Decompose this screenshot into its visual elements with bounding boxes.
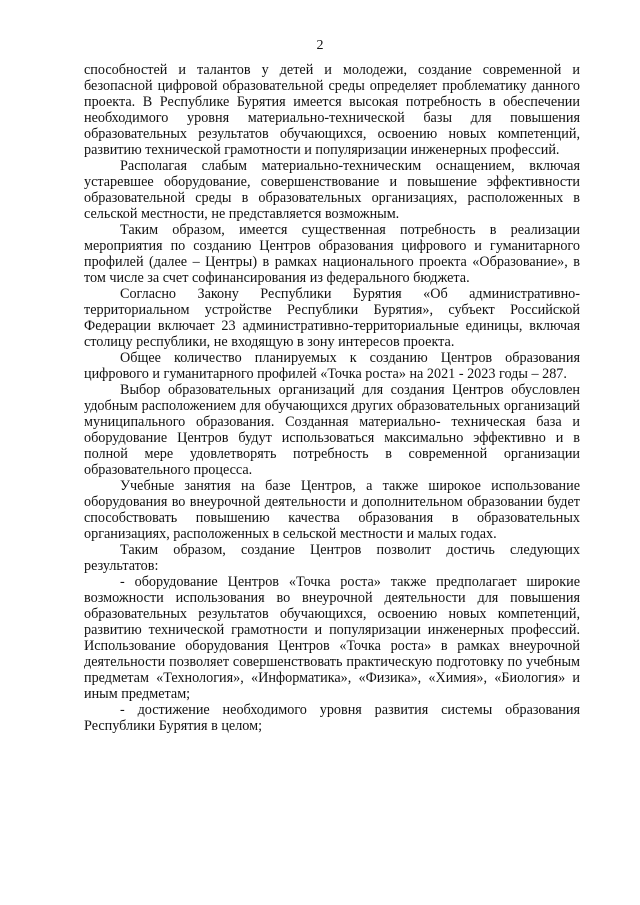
- paragraph-4: Согласно Закону Республики Бурятия «Об административно-территориальном устройстве Республики Бурятия», субъект Российской Федерации включает 23 административно-территориальные единицы, включая столицу республики, не входящую в зону интересов проекта.: [84, 286, 580, 350]
- page-number: 2: [316, 38, 324, 53]
- paragraph-9: - оборудование Центров «Точка роста» также предполагает широкие возможности использования во внеурочной деятельности для повышения образовательных результатов обучающихся, освоению новых компетенций, развитию технической грамотности и популяризации инженерных профессий. Использование оборудования Центров «Точка роста» в рамках внеурочной деятельности позволяет совершенствовать практическую подготовку по учебным предметам «Технология», «Информатика», «Физика», «Химия», «Биология» и иным предметам;: [84, 574, 580, 702]
- paragraph-3: Таким образом, имеется существенная потребность в реализации мероприятия по созданию Центров образования цифрового и гуманитарного профилей (далее – Центры) в рамках национального проекта «Образование», в том числе за счет софинансирования из федерального бюджета.: [84, 222, 580, 286]
- paragraph-1: способностей и талантов у детей и молодежи, создание современной и безопасной цифровой образовательной среды определяет проблематику данного проекта. В Республике Бурятия имеется высокая потребность в обеспечении необходимого уровня материально-технической базы для повышения образовательных результатов обучающихся, освоению новых компетенций, развитию технической грамотности и популяризации инженерных профессий.: [84, 62, 580, 158]
- paragraph-10: - достижение необходимого уровня развития системы образования Республики Бурятия в целом;: [84, 702, 580, 734]
- document-body: [84, 62, 580, 734]
- paragraph-7: Учебные занятия на базе Центров, а также широкое использование оборудования во внеурочной деятельности и дополнительном образовании будет способствовать повышению качества образования в образовательных организациях, расположенных в сельской местности и малых годах.: [84, 478, 580, 542]
- paragraph-2: Располагая слабым материально-техническим оснащением, включая устаревшее оборудование, совершенствование и повышение эффективности образовательной среды в образовательных организациях, расположенных в сельской местности, не представляется возможным.: [84, 158, 580, 222]
- paragraph-8: Таким образом, создание Центров позволит достичь следующих результатов:: [84, 542, 580, 574]
- paragraph-5: Общее количество планируемых к созданию Центров образования цифрового и гуманитарного профилей «Точка роста» на 2021 - 2023 годы – 287.: [84, 350, 580, 382]
- paragraph-6: Выбор образовательных организаций для создания Центров обусловлен удобным расположением для обучающихся других образовательных организаций муниципального образования. Созданная материально- техническая база и оборудование Центров будут использоваться максимально эффективно и в полной мере удовлетворять потребность в современной организации образовательного процесса.: [84, 382, 580, 478]
